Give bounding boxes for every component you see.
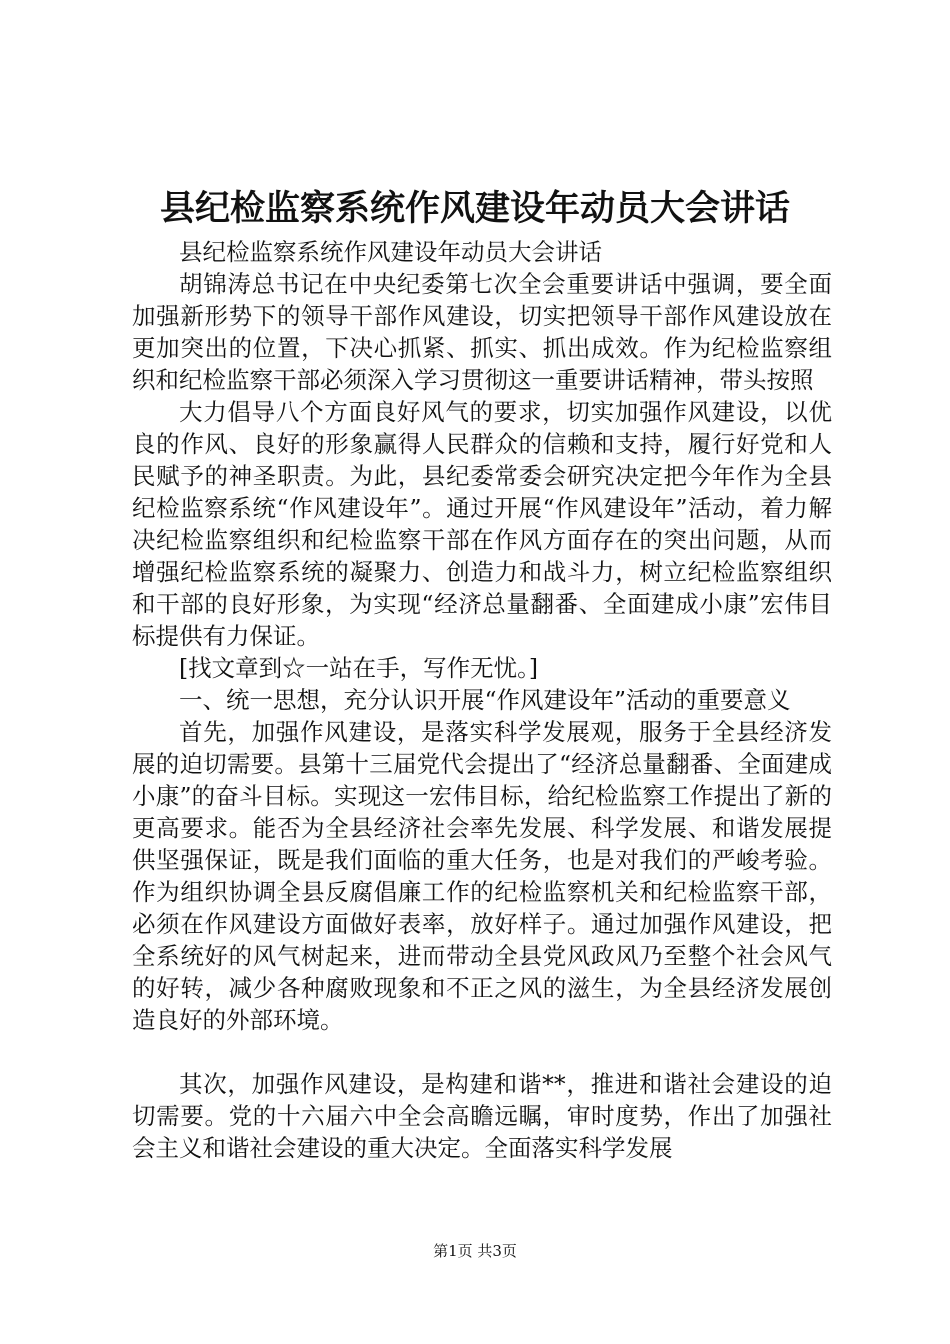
section-heading-1: 一、统一思想，充分认识开展“作风建设年”活动的重要意义 bbox=[179, 686, 791, 714]
paragraph-3: 首先，加强作风建设，是落实科学发展观，服务于全县经济发展的迫切需要。县第十三届党代会提出了“经济总量翻番、全面建成小康”的奋斗目标。实现这一宏伟目标，给纪检监察工作提出了新的更高要求。能否为全县经济社会率先发展、科学发展、和谐发展提供坚强保证，既是我们面临的重大任务，也是对我们的严峻考验。作为组织协调全县反腐倡廉工作的纪检监察机关和纪检监察干部，必须在作风建设方面做好表率，放好样子。通过加强作风建设，把全系统好的风气树起来，进而带动全县党风政风乃至整个社会风气的好转，减少各种腐败现象和不正之风的滋生，为全县经济发展创造良好的外部环境。 bbox=[132, 718, 832, 1034]
paragraph-4: 其次，加强作风建设，是构建和谐**，推进和谐社会建设的迫切需要。党的十六届六中全会高瞻远瞩，审时度势，作出了加强社会主义和谐社会建设的重大决定。全面落实科学发展 bbox=[132, 1070, 832, 1162]
document-body bbox=[132, 236, 832, 1164]
paragraph-subtitle: 县纪检监察系统作风建设年动员大会讲话 bbox=[179, 238, 602, 266]
paragraph-note: [找文章到☆一站在手，写作无忧。] bbox=[179, 654, 539, 682]
document-title: 县纪检监察系统作风建设年动员大会讲话 bbox=[159, 188, 790, 229]
paragraph-1: 胡锦涛总书记在中央纪委第七次全会重要讲话中强调，要全面加强新形势下的领导干部作风建设，切实把领导干部作风建设放在更加突出的位置，下决心抓紧、抓实、抓出成效。作为纪检监察组织和纪检监察干部必须深入学习贯彻这一重要讲话精神，带头按照 bbox=[132, 270, 832, 394]
paragraph-2: 大力倡导八个方面良好风气的要求，切实加强作风建设，以优良的作风、良好的形象赢得人民群众的信赖和支持，履行好党和人民赋予的神圣职责。为此，县纪委常委会研究决定把今年作为全县纪检监察系统“作风建设年”。通过开展“作风建设年”活动，着力解决纪检监察组织和纪检监察干部在作风方面存在的突出问题，从而增强纪检监察系统的凝聚力、创造力和战斗力，树立纪检监察组织和干部的良好形象，为实现“经济总量翻番、全面建成小康”宏伟目标提供有力保证。 bbox=[132, 398, 832, 650]
page-footer: 第1页 共3页 bbox=[433, 1242, 517, 1260]
